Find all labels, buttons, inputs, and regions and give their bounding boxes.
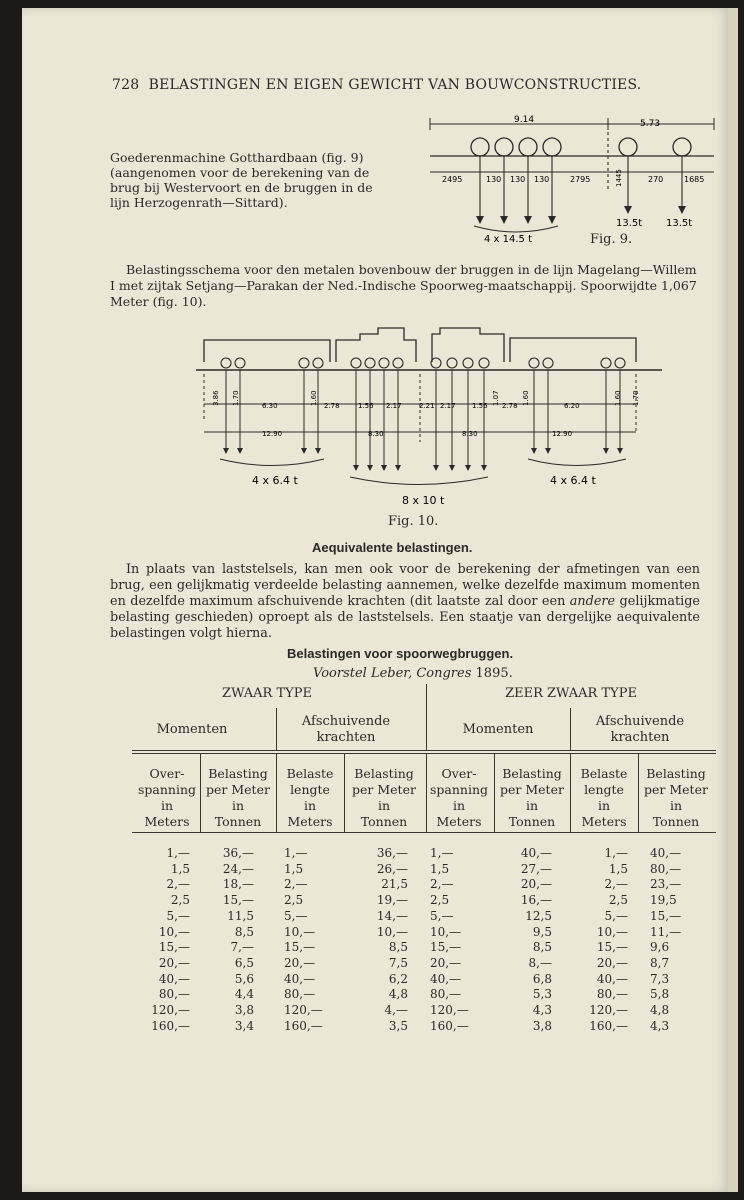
table-cell: 3,5 (388, 1018, 408, 1033)
table-cell: 1,— (166, 846, 190, 860)
table-cell: 20,— (284, 955, 316, 970)
table-cell: 5,— (166, 908, 190, 923)
table-cell: 2,5 (430, 893, 450, 908)
fig10-caption: Fig. 10. (388, 514, 439, 529)
table-cell: 2,— (604, 877, 628, 892)
table-cell: 2,— (284, 877, 308, 892)
fig9-load-group: 4 x 14.5 t (484, 234, 533, 245)
page-edge (728, 8, 738, 1192)
table-cell: 1,— (284, 846, 308, 860)
table-cell: 3,4 (234, 1018, 254, 1033)
table-cell: 20,— (596, 955, 628, 970)
table-cell: 1,5 (170, 861, 190, 876)
table-cell: 11,— (650, 924, 682, 939)
table-cell: 6,2 (388, 971, 408, 986)
fig9-spacing: 130 (486, 175, 502, 184)
table-cell: 20,— (520, 877, 552, 892)
page-number: 728 (112, 77, 140, 93)
table-cell: 7,3 (650, 971, 670, 986)
fig10-dim: 2.17 (440, 402, 456, 410)
fig10-dim: 2.21 (419, 402, 435, 410)
table-cell: 8,7 (650, 955, 670, 970)
running-header (112, 77, 641, 93)
fig10-diagram (190, 322, 670, 512)
table-cell: 120,— (151, 1003, 190, 1018)
table-cell: 11,5 (227, 908, 254, 923)
table-cell: 15,— (650, 908, 682, 923)
table-cell: 80,— (650, 861, 682, 876)
table-cell: 1,— (430, 846, 454, 860)
table-cell: 160,— (430, 1018, 469, 1033)
fig9-dim-top-left: 9.14 (514, 115, 535, 125)
table-cell: 40,— (520, 846, 552, 860)
group-header: Afschuivende krachten (595, 714, 685, 745)
fig10-dim: 1.60 (614, 390, 622, 406)
fig9-spacing: 1445 (615, 169, 623, 187)
table-cell: 10,— (596, 924, 628, 939)
fig10-dim: 2.17 (386, 402, 402, 410)
fig10-dim: 3.86 (212, 390, 220, 406)
table-cell: 5,8 (650, 987, 670, 1002)
table-cell: 2,— (166, 877, 190, 892)
fig10-dim: 1.60 (522, 390, 530, 406)
table-cell: 160,— (589, 1018, 628, 1033)
fig10-dim: 1.70 (232, 390, 240, 406)
col-belasting-4 (650, 846, 706, 1034)
col-header: Belasting per Meter in Tonnen (206, 766, 270, 829)
table-cell: 10,— (376, 924, 408, 939)
fig9-spacing: 130 (534, 175, 550, 184)
col-lengte-1 (284, 846, 332, 1034)
table-cell: 10,— (158, 924, 190, 939)
table-cell: 15,— (158, 940, 190, 955)
fig9-wheel (519, 138, 537, 156)
table-cell: 9,6 (650, 940, 670, 955)
table-cell: 18,— (222, 877, 254, 892)
table-cell: 120,— (430, 1003, 469, 1018)
table-cell: 80,— (284, 987, 316, 1002)
table-cell: 80,— (158, 987, 190, 1002)
table-cell: 1,5 (284, 861, 304, 876)
fig9-wheel (543, 138, 561, 156)
table-cell: 36,— (222, 846, 254, 860)
fig10-intro: Belastingsschema voor den metalen bovenbouw der bruggen in de lijn Magelang—Willem I met zijtak Setjang—Parakan der Ned.-Indische Spoorweg-maatschappij. Spoorwijdte 1,067 Meter (fig. 10). (110, 262, 697, 309)
table-cell: 6,5 (234, 955, 254, 970)
fig10-dim: 6.30 (262, 402, 278, 410)
col-header: Belaste lengte in Meters (286, 766, 334, 829)
table-cell: 4,8 (388, 987, 408, 1002)
fig10-span-label: 12.90 (552, 430, 573, 438)
group-header: Momenten (462, 722, 534, 737)
fig10-span-label: 8.30 (368, 430, 384, 438)
col-belasting-1 (204, 846, 254, 1034)
table-cell: 4,3 (650, 1018, 670, 1033)
table-cell: 15,— (596, 940, 628, 955)
table-cell: 14,— (376, 908, 408, 923)
table-cell: 20,— (430, 955, 462, 970)
fig10-dim: 1.56 (358, 402, 374, 410)
fig9-wheel (495, 138, 513, 156)
table-cell: 8,— (528, 955, 552, 970)
table-cell: 9,5 (532, 924, 552, 939)
fig10-group-left: 4 x 6.4 t (252, 474, 298, 487)
fig9-load-single: 13.5t (616, 218, 643, 229)
table-cell: 1,5 (430, 861, 450, 876)
load-table (108, 684, 716, 1034)
table-cell: 5,3 (532, 987, 552, 1002)
table-cell: 4,— (384, 1003, 408, 1018)
fig9-dim-top-right: 5.73 (640, 119, 661, 129)
table-cell: 21,5 (381, 877, 408, 892)
table-cell: 24,— (222, 861, 254, 876)
fig10-span-label: 12.90 (262, 430, 283, 438)
fig10-dim: 6.20 (564, 402, 580, 410)
type-header-zwaar: ZWAAR TYPE (222, 686, 312, 701)
table-cell: 1,— (604, 846, 628, 860)
section-title: Aequivalente belastingen. (312, 540, 473, 555)
col-header: Over- spanning in Meters (137, 766, 197, 829)
table-cell: 15,— (284, 940, 316, 955)
table-source-author: Voorstel Leber, Congres (313, 666, 472, 681)
table-cell: 2,— (430, 877, 454, 892)
table-cell: 160,— (151, 1018, 190, 1033)
table-cell: 80,— (430, 987, 462, 1002)
fig9-diagram (422, 112, 722, 247)
table-cell: 40,— (650, 846, 682, 860)
fig10-dim: 2.78 (324, 402, 340, 410)
table-cell: 12,5 (525, 908, 552, 923)
fig9-wheel (673, 138, 691, 156)
table-cell: 40,— (430, 971, 462, 986)
type-header-zeer-zwaar: ZEER ZWAAR TYPE (505, 686, 637, 701)
fig9-spacing: 1685 (684, 175, 705, 184)
table-cell: 3,8 (234, 1003, 254, 1018)
section-body: In plaats van laststelsels, kan men ook voor de berekening der afmetingen van een brug, een gelijkmatig verdeelde belasting aannemen, welke dezelfde maximum momenten en dezelfde maximum afschuivende krachten (dit laatste zal door een andere gelijkmatige belasting geschieden) oproept als de laststelsels. Een staatje van dergelijke aequivalente belastingen volgt hierna. (110, 562, 700, 641)
table-cell: 10,— (430, 924, 462, 939)
table-cell: 19,— (376, 893, 408, 908)
table-cell: 6,8 (532, 971, 552, 986)
table-cell: 1,5 (608, 861, 628, 876)
table-title: Belastingen voor spoorwegbruggen. (287, 646, 514, 661)
table-cell: 15,— (430, 940, 462, 955)
table-cell: 5,— (604, 908, 628, 923)
fig10-group-middle: 8 x 10 t (402, 494, 445, 507)
table-cell: 36,— (376, 846, 408, 860)
fig10-span-label: 8.30 (462, 430, 478, 438)
table-cell: 8,5 (234, 924, 254, 939)
table-cell: 27,— (520, 861, 552, 876)
fig10-dim: 1.60 (310, 390, 318, 406)
table-source-year: 1895. (475, 666, 513, 681)
table-cell: 2,5 (170, 893, 190, 908)
table-cell: 20,— (158, 955, 190, 970)
table-cell: 80,— (596, 987, 628, 1002)
col-belasting-3 (500, 846, 552, 1034)
table-cell: 19,5 (650, 893, 677, 908)
table-cell: 8,5 (388, 940, 408, 955)
table-cell: 15,— (222, 893, 254, 908)
table-cell: 120,— (284, 1003, 323, 1018)
fig9-description: Goederenmachine Gotthardbaan (fig. 9) (aangenomen voor de berekening van de brug bij Westervoort en de bruggen in de lijn Herzogenrath—Sittard). (110, 150, 373, 210)
col-header: Over- spanning in Meters (429, 766, 489, 829)
table-cell: 5,— (284, 908, 308, 923)
col-belasting-2 (352, 846, 408, 1034)
table-cell: 8,5 (532, 940, 552, 955)
fig10-dim: 1.70 (632, 390, 640, 406)
table-cell: 5,6 (234, 971, 254, 986)
table-cell: 3,8 (532, 1018, 552, 1033)
table-cell: 7,5 (388, 955, 408, 970)
fig10-dim: 2.78 (502, 402, 518, 410)
col-header: Belasting per Meter in Tonnen (352, 766, 416, 829)
table-cell: 40,— (158, 971, 190, 986)
table-cell: 160,— (284, 1018, 323, 1033)
table-cell: 120,— (589, 1003, 628, 1018)
table-cell: 40,— (284, 971, 316, 986)
fig9-spacing: 130 (510, 175, 526, 184)
fig10-group-right: 4 x 6.4 t (550, 474, 596, 487)
table-cell: 4,8 (650, 1003, 670, 1018)
table-cell: 2,5 (284, 893, 304, 908)
group-header: Momenten (156, 722, 228, 737)
col-lengte-2 (578, 846, 628, 1034)
fig9-spacing: 270 (648, 175, 664, 184)
fig10-dim: 1.56 (472, 402, 488, 410)
group-header: Afschuivende krachten (301, 714, 391, 745)
fig9-spacing: 2495 (442, 175, 463, 184)
table-cell: 4,3 (532, 1003, 552, 1018)
running-title: BELASTINGEN EN EIGEN GEWICHT VAN BOUWCONSTRUCTIES. (148, 77, 642, 93)
table-cell: 40,— (596, 971, 628, 986)
table-cell: 4,4 (234, 987, 254, 1002)
table-cell: 23,— (650, 877, 682, 892)
table-cell: 10,— (284, 924, 316, 939)
fig9-load-single: 13.5t (666, 218, 693, 229)
fig9-caption: Fig. 9. (590, 232, 633, 247)
col-overspanning-2 (430, 846, 478, 1034)
table-source (313, 666, 513, 681)
col-overspanning-1 (132, 846, 190, 1034)
table-cell: 16,— (520, 893, 552, 908)
col-header: Belasting per Meter in Tonnen (644, 766, 708, 829)
table-cell: 7,— (230, 940, 254, 955)
col-header: Belaste lengte in Meters (580, 766, 628, 829)
col-header: Belasting per Meter in Tonnen (500, 766, 564, 829)
table-cell: 5,— (430, 908, 454, 923)
table-cell: 26,— (376, 861, 408, 876)
fig10-dim: 1.07 (492, 390, 500, 406)
fig9-wheel (471, 138, 489, 156)
fig9-spacing: 2795 (570, 175, 591, 184)
fig9-wheel (619, 138, 637, 156)
table-cell: 2,5 (608, 893, 628, 908)
